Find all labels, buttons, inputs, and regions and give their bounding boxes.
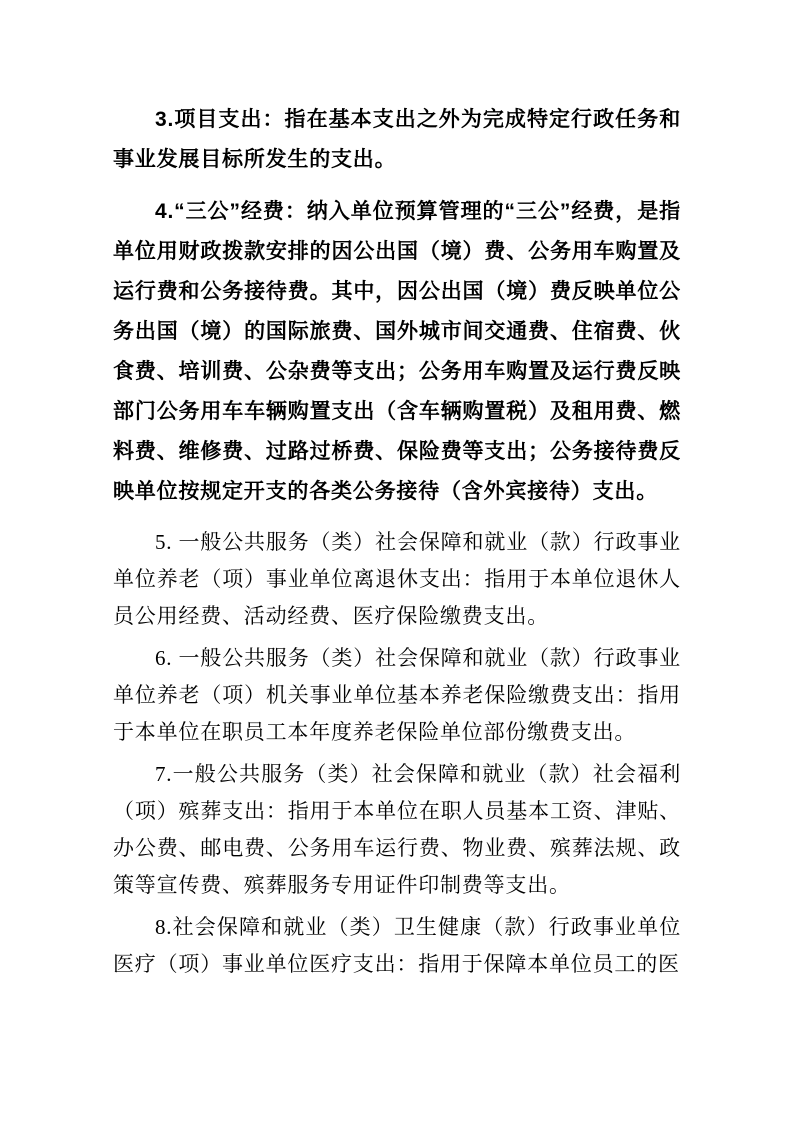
document-body xyxy=(113,100,681,983)
paragraph-4-three-public-funds: 4.“三公”经费：纳入单位预算管理的“三公”经费，是指单位用财政拨款安排的因公出国（境）费、公务用车购置及运行费和公务接待费。其中，因公出国（境）费反映单位公务出国（境）的国际旅费、国外城市间交通费、住宿费、伙食费、培训费、公杂费等支出；公务用车购置及运行费反映部门公务用车车辆购置支出（含车辆购置税）及租用费、燃料费、维修费、过路过桥费、保险费等支出；公务接待费反映单位按规定开支的各类公务接待（含外宾接待）支出。 xyxy=(113,200,681,503)
paragraph-7-funeral-expenditure: 7.一般公共服务（类）社会保障和就业（款）社会福利（项）殡葬支出：指用于本单位在职人员基本工资、津贴、办公费、邮电费、公务用车运行费、物业费、殡葬法规、政策等宣传费、殡葬服务专用证件印制费等支出。 xyxy=(113,762,681,897)
paragraph-3-project-expenditure: 3.项目支出：指在基本支出之外为完成特定行政任务和事业发展目标所发生的支出。 xyxy=(113,108,681,171)
paragraph-5-retirement-expenditure: 5. 一般公共服务（类）社会保障和就业（款）行政事业单位养老（项）事业单位离退休支出：指用于本单位退休人员公用经费、活动经费、医疗保险缴费支出。 xyxy=(113,530,681,628)
paragraph-6-pension-insurance-expenditure: 6. 一般公共服务（类）社会保障和就业（款）行政事业单位养老（项）机关事业单位基本养老保险缴费支出：指用于本单位在职员工本年度养老保险单位部份缴费支出。 xyxy=(113,646,681,744)
paragraph-8-medical-expenditure: 8.社会保障和就业（类）卫生健康（款）行政事业单位医疗（项）事业单位医疗支出：指用于保障本单位员工的医 xyxy=(113,915,681,976)
